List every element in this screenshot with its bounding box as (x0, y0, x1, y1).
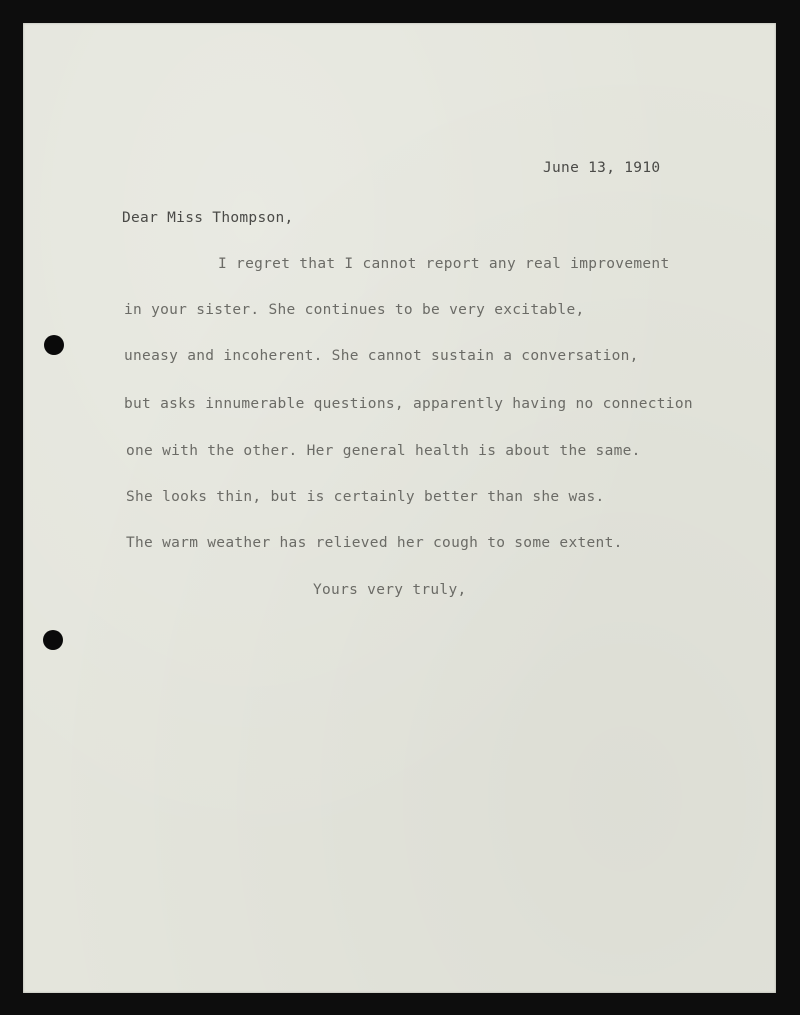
letter-body-line: She looks thin, but is certainly better than she was. (126, 489, 605, 505)
letter-closing: Yours very truly, (313, 582, 467, 598)
letter-page (23, 23, 776, 993)
letter-body-line: The warm weather has relieved her cough to some extent. (126, 535, 623, 551)
punch-hole-top (44, 335, 64, 355)
letter-body-line: but asks innumerable questions, apparently having no connection (124, 396, 693, 412)
punch-hole-bottom (43, 630, 63, 650)
letter-body-line: uneasy and incoherent. She cannot sustain a conversation, (124, 348, 639, 364)
letter-body-line: in your sister. She continues to be very excitable, (124, 302, 585, 318)
letter-salutation: Dear Miss Thompson, (122, 210, 294, 226)
letter-date: June 13, 1910 (543, 160, 661, 176)
letter-body-line: I regret that I cannot report any real improvement (218, 256, 670, 272)
letter-body-line: one with the other. Her general health is about the same. (126, 443, 641, 459)
